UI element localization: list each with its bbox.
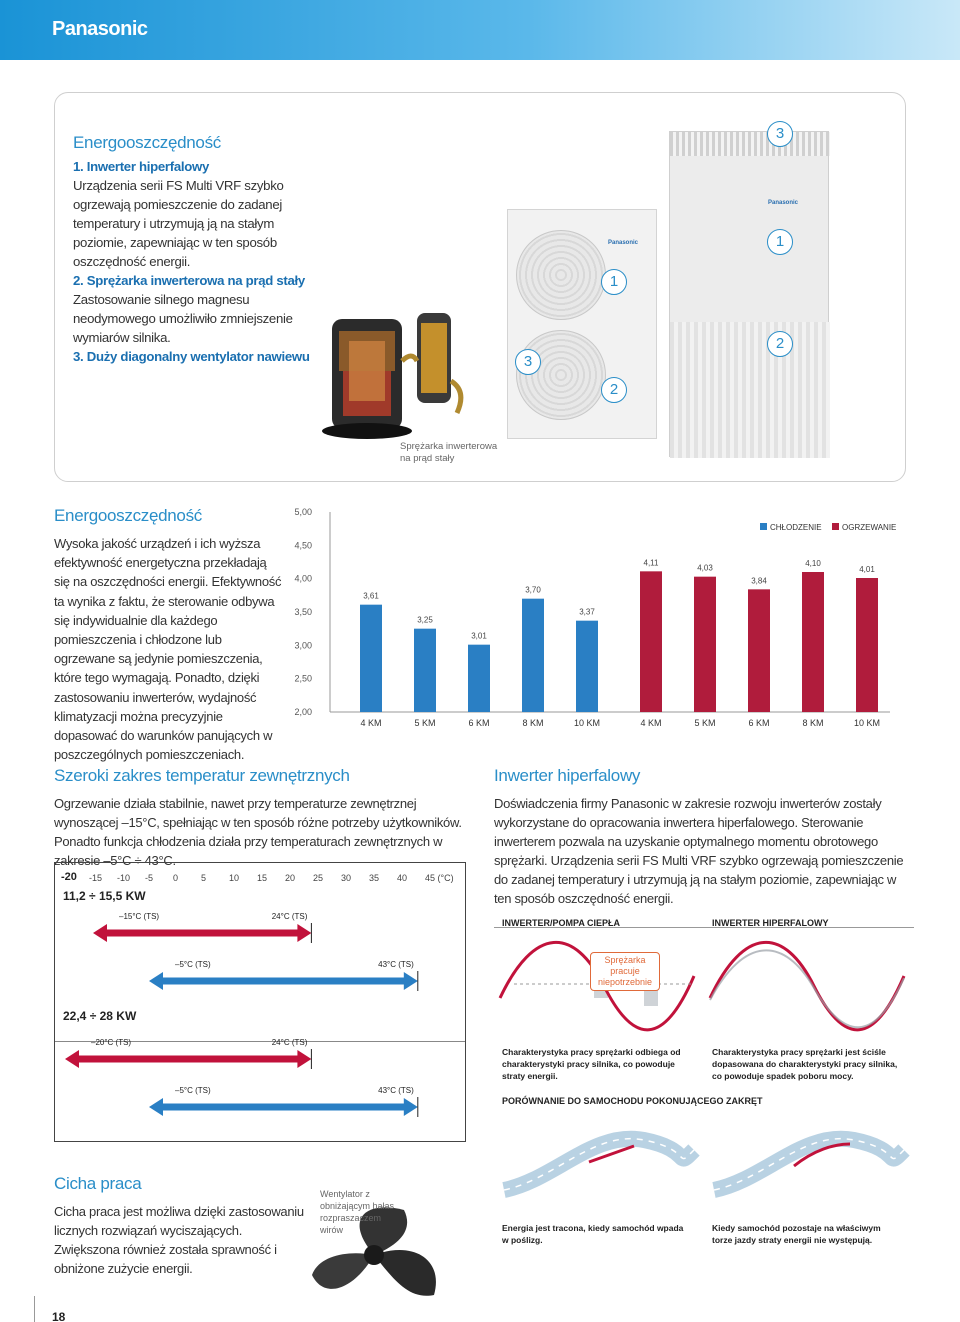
intro-text-1: Urządzenia serii FS Multi VRF szybko ogrzewają pomieszczenie do zadanej temperatury i utrzymują ją na stałym poziomie, zapewniając w ten sposób oszczędność energii.	[73, 178, 284, 269]
x-tick-label: 10 KM	[853, 718, 881, 728]
x-tick-label: 6 KM	[468, 718, 490, 728]
bar-value-label: 3,61	[363, 591, 379, 601]
brand-logo: Panasonic	[52, 18, 148, 40]
caption-hyperwave: Charakterystyka pracy sprężarki jest ściśle dopasowana do charakterystyki pracy silnika, co powoduje spadek poboru mocy.	[712, 1047, 898, 1081]
bar-value-label: 3,25	[417, 615, 433, 625]
marker-2-large: 2	[767, 331, 793, 357]
bar-value-label: 3,70	[525, 585, 541, 595]
marker-3-small: 3	[515, 349, 541, 375]
marker-3-large: 3	[767, 121, 793, 147]
x-tick-label: 6 KM	[748, 718, 770, 728]
compare-title: PORÓWNANIE DO SAMOCHODU POKONUJĄCEGO ZAKRĘT	[502, 1096, 763, 1106]
x-tick-label: 8 KM	[802, 718, 824, 728]
x-tick-label: 10 KM	[573, 718, 601, 728]
bar	[640, 571, 662, 712]
x-tick-label: 5 KM	[694, 718, 716, 728]
arrow-label-end: 43°C (TS)	[378, 960, 414, 969]
intro-heading-2: 2. Sprężarka inwerterowa na prąd stały	[73, 273, 305, 288]
inverter-text: Doświadczenia firmy Panasonic w zakresie rozwoju inwerterów zostały wykorzystane do opracowania inwertera hiperfalowego. Sterowanie inwerterem pozwala na uzyskanie optymalnego momentu obrotowego sprężarki. Urządzenia serii FS Multi VRF szybko ogrzewają pomieszczenie do zadanej temperatury i utrzymują ją na stałym poziomie, zapewniając w ten sposób oszczędność energii.	[494, 796, 904, 906]
arrow-head-right	[297, 1050, 311, 1068]
bar-value-label: 4,03	[697, 563, 713, 573]
arrow-label-start: –5°C (TS)	[175, 1086, 211, 1095]
efficiency-chart	[290, 500, 900, 750]
legend-label: CHŁODZENIE	[770, 523, 822, 532]
arrow-head-left	[149, 972, 163, 990]
quiet-text: Cicha praca jest możliwa dzięki zastosowaniu licznych rozwiązań wyciszających. Zwiększona również została sprawność i obniżone zużycie energii.	[54, 1204, 304, 1276]
bar	[522, 599, 544, 712]
label-heat-pump: INWERTER/POMPA CIEPŁA	[502, 918, 621, 928]
efficiency-title: Energooszczędność	[54, 506, 202, 525]
bar	[468, 645, 490, 712]
arrow-label-start: –5°C (TS)	[175, 960, 211, 969]
scale-tick: 30	[341, 873, 352, 883]
compressor-caption-1: Sprężarka inwerterowa	[400, 441, 498, 452]
bar-value-label: 4,01	[859, 565, 875, 574]
page-header	[0, 0, 960, 60]
efficiency-text: Wysoka jakość urządzeń i ich wyższa efektywność energetyczna przekładają się na oszczędności energii. Efektywność ta wynika z faktu, że sterowanie odbywa się indywidualnie dla każdego pomieszczenia i chłodzone lub ogrzewane są jedynie pomieszczenia, które tego wymagają. Ponadto, dzięki zastosowaniu inwerterów, wydajność klimatyzacji można precyzyjnie dopasować do warunków panujących w poszczególnych pomieszczeniach.	[54, 536, 282, 763]
scale-tick: 35	[369, 873, 380, 883]
caption-car-left: Energia jest tracona, kiedy samochód wpada w poślizg.	[502, 1223, 684, 1245]
y-tick-label: 3,50	[294, 607, 312, 617]
bar	[802, 572, 824, 712]
scale-tick: 10	[229, 873, 240, 883]
temperature-text: Ogrzewanie działa stabilnie, nawet przy temperaturze zewnętrznej wynoszącej –15°C, spełniając w ten sposób różne potrzeby użytkowników. Ponadto funkcja chłodzenia działa przy temperaturach zewnętrznych w zakresie –5°C ÷ 43°C.	[54, 796, 462, 868]
arrow-head-right	[297, 924, 311, 942]
y-tick-label: 4,50	[294, 540, 312, 551]
temperature-arrows	[55, 863, 465, 1141]
intro-panel	[54, 92, 906, 482]
caption-car-right: Kiedy samochód pozostaje na właściwym torze jazdy straty energii nie występują.	[712, 1223, 881, 1245]
scale-tick: 25	[313, 873, 324, 883]
intro-heading-1: 1. Inwerter hiperfalowy	[73, 159, 210, 174]
scale-first-label: -20	[61, 871, 77, 883]
caption-heat-pump: Charakterystyka pracy sprężarki odbiega od charakterystyki pracy silnika, co powoduje straty energii.	[502, 1047, 681, 1081]
inverter-title: Inwerter hiperfalowy	[494, 766, 641, 785]
marker-1-large: 1	[767, 229, 793, 255]
scale-tick: -15	[89, 873, 103, 883]
scale-tick: 15	[257, 873, 268, 883]
arrow-label-end: 43°C (TS)	[378, 1086, 414, 1095]
bar	[856, 578, 878, 712]
scale-tick: -10	[117, 873, 131, 883]
compressor-image	[317, 301, 487, 451]
range-label-1: 11,2 ÷ 15,5 KW	[63, 889, 146, 903]
scale-tick: 0	[173, 873, 179, 883]
y-tick-label: 4,00	[294, 573, 312, 584]
legend-swatch	[832, 523, 839, 530]
arrow-head-right	[404, 972, 418, 990]
outdoor-unit-small	[507, 209, 657, 439]
legend-label: OGRZEWANIE	[842, 523, 897, 532]
bar	[576, 621, 598, 712]
fan-caption: Wentylator z obniżającym hałas rozpraszaczem wirów	[320, 1189, 395, 1235]
x-tick-label: 4 KM	[640, 718, 662, 728]
marker-2-small: 2	[601, 377, 627, 403]
arrow-head-left	[65, 1050, 79, 1068]
temperature-title: Szeroki zakres temperatur zewnętrznych	[54, 766, 350, 785]
legend-swatch	[760, 523, 767, 530]
x-tick-label: 4 KM	[360, 718, 382, 728]
bar-value-label: 3,37	[579, 607, 595, 617]
bar-value-label: 4,11	[643, 558, 659, 568]
temperature-range-box	[54, 862, 466, 1142]
intro-heading-3: 3. Duży diagonalny wentylator nawiewu	[73, 349, 310, 364]
arrow-label-start: –20°C (TS)	[91, 1038, 132, 1047]
intro-text-2: Zastosowanie silnego magnesu neodymowego umożliwiło zmniejszenie wymiarów silnika.	[73, 292, 293, 345]
arrow-head-right	[404, 1098, 418, 1116]
unit-brand-large: Panasonic	[768, 200, 799, 206]
quiet-title: Cicha praca	[54, 1174, 142, 1193]
bar-value-label: 3,84	[751, 576, 767, 586]
range-label-2: 22,4 ÷ 28 KW	[63, 1009, 137, 1023]
y-tick-label: 3,00	[294, 640, 312, 651]
arrow-head-left	[93, 924, 107, 942]
bar	[694, 577, 716, 712]
bar	[360, 605, 382, 712]
page-number: 18	[52, 1310, 66, 1322]
scale-tick: 40	[397, 873, 408, 883]
bar	[414, 629, 436, 712]
scale-tick: 5	[201, 873, 207, 883]
waste-bubble: Sprężarka pracuje niepotrzebnie	[590, 952, 660, 991]
marker-1-small: 1	[601, 269, 627, 295]
compressor-caption-2: na prąd stały	[400, 453, 455, 464]
y-tick-label: 5,00	[294, 507, 312, 517]
outdoor-unit-large	[669, 131, 829, 457]
scale-tick: -5	[145, 873, 154, 883]
arrow-label-end: 24°C (TS)	[271, 1038, 308, 1047]
scale-tick: 20	[285, 873, 296, 883]
label-hyperwave: INWERTER HIPERFALOWY	[712, 918, 829, 928]
scale-tick: 45 (°C)	[425, 873, 454, 883]
bar	[748, 589, 770, 712]
arrow-head-left	[149, 1098, 163, 1116]
intro-title: Energooszczędność	[73, 133, 221, 152]
car-curves	[494, 1110, 914, 1220]
bar-value-label: 4,10	[805, 559, 821, 568]
arrow-label-start: –15°C (TS)	[119, 912, 160, 921]
x-tick-label: 8 KM	[522, 718, 544, 728]
x-tick-label: 5 KM	[414, 718, 436, 728]
y-tick-label: 2,50	[294, 673, 312, 684]
bar-value-label: 3,01	[471, 631, 487, 641]
unit-brand-small: Panasonic	[608, 240, 639, 246]
inverter-waves	[494, 936, 914, 1036]
arrow-label-end: 24°C (TS)	[271, 912, 308, 921]
y-tick-label: 2,00	[294, 707, 312, 717]
